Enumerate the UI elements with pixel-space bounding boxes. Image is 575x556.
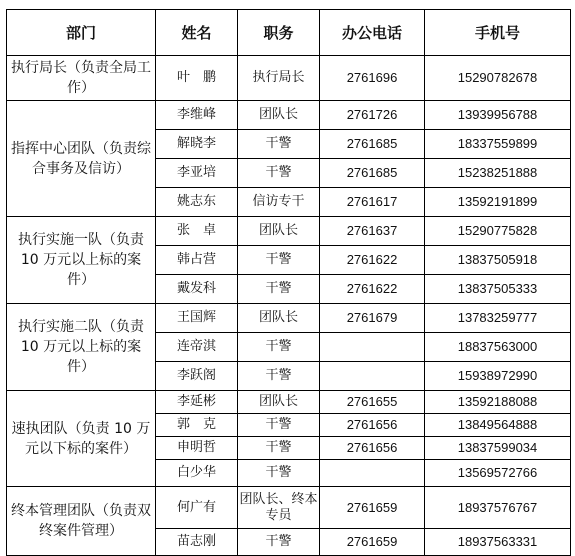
position-cell: 干警: [238, 414, 320, 437]
office-phone-cell: 2761656: [320, 414, 425, 437]
office-phone-cell: 2761659: [320, 529, 425, 556]
name-cell: 李亚培: [156, 159, 238, 188]
office-phone-cell: 2761637: [320, 217, 425, 246]
header-row: [7, 10, 571, 56]
position-cell: 干警: [238, 529, 320, 556]
mobile-cell: 15238251888: [425, 159, 571, 188]
office-phone-cell: 2761656: [320, 437, 425, 460]
department-cell: 执行实施一队（负责 10 万元以上标的案件）: [7, 217, 156, 304]
name-cell: 李维峰: [156, 101, 238, 130]
office-phone-cell: 2761617: [320, 188, 425, 217]
department-cell: 终本管理团队（负责双终案件管理）: [7, 487, 156, 556]
name-cell: 李跃阁: [156, 362, 238, 391]
table-row: [7, 56, 571, 101]
table-row: [7, 391, 571, 414]
mobile-cell: 13837599034: [425, 437, 571, 460]
mobile-cell: 15290775828: [425, 217, 571, 246]
position-cell: 干警: [238, 246, 320, 275]
office-phone-cell: 2761622: [320, 246, 425, 275]
header-mobile: 手机号: [425, 10, 571, 56]
mobile-cell: 13783259777: [425, 304, 571, 333]
mobile-cell: 13849564888: [425, 414, 571, 437]
header-office-phone: 办公电话: [320, 10, 425, 56]
position-cell: 干警: [238, 437, 320, 460]
position-cell: 团队长、终本专员: [238, 487, 320, 529]
position-cell: 干警: [238, 130, 320, 159]
department-cell: 指挥中心团队（负责综合事务及信访）: [7, 101, 156, 217]
table-row: [7, 101, 571, 130]
name-cell: 王国辉: [156, 304, 238, 333]
mobile-cell: 18837563000: [425, 333, 571, 362]
header-position: 职务: [238, 10, 320, 56]
office-phone-cell: [320, 333, 425, 362]
name-cell: 叶 鹏: [156, 56, 238, 101]
name-cell: 李延彬: [156, 391, 238, 414]
position-cell: 团队长: [238, 304, 320, 333]
office-phone-cell: [320, 362, 425, 391]
position-cell: 团队长: [238, 101, 320, 130]
mobile-cell: 13592188088: [425, 391, 571, 414]
position-cell: 干警: [238, 362, 320, 391]
position-cell: 团队长: [238, 391, 320, 414]
name-cell: 申明哲: [156, 437, 238, 460]
position-cell: 执行局长: [238, 56, 320, 101]
office-phone-cell: 2761685: [320, 130, 425, 159]
office-phone-cell: 2761622: [320, 275, 425, 304]
position-cell: 团队长: [238, 217, 320, 246]
position-cell: 干警: [238, 159, 320, 188]
office-phone-cell: 2761726: [320, 101, 425, 130]
mobile-cell: 15938972990: [425, 362, 571, 391]
office-phone-cell: 2761696: [320, 56, 425, 101]
name-cell: 戴发科: [156, 275, 238, 304]
department-cell: 速执团队（负责 10 万元以下标的案件）: [7, 391, 156, 487]
staff-directory-table: [6, 9, 571, 556]
office-phone-cell: 2761655: [320, 391, 425, 414]
department-cell: 执行局长（负责全局工作）: [7, 56, 156, 101]
department-cell: 执行实施二队（负责 10 万元以上标的案件）: [7, 304, 156, 391]
table-row: [7, 217, 571, 246]
mobile-cell: 13569572766: [425, 460, 571, 487]
mobile-cell: 13837505333: [425, 275, 571, 304]
name-cell: 何广有: [156, 487, 238, 529]
position-cell: 干警: [238, 275, 320, 304]
name-cell: 解晓李: [156, 130, 238, 159]
mobile-cell: 18337559899: [425, 130, 571, 159]
name-cell: 郭 克: [156, 414, 238, 437]
name-cell: 张 卓: [156, 217, 238, 246]
name-cell: 姚志东: [156, 188, 238, 217]
name-cell: 苗志刚: [156, 529, 238, 556]
position-cell: 干警: [238, 333, 320, 362]
office-phone-cell: [320, 460, 425, 487]
mobile-cell: 13592191899: [425, 188, 571, 217]
office-phone-cell: 2761679: [320, 304, 425, 333]
mobile-cell: 13837505918: [425, 246, 571, 275]
name-cell: 连帝淇: [156, 333, 238, 362]
position-cell: 信访专干: [238, 188, 320, 217]
name-cell: 韩占营: [156, 246, 238, 275]
mobile-cell: 18937563331: [425, 529, 571, 556]
table-row: [7, 487, 571, 529]
position-cell: 干警: [238, 460, 320, 487]
mobile-cell: 13939956788: [425, 101, 571, 130]
header-department: 部门: [7, 10, 156, 56]
mobile-cell: 15290782678: [425, 56, 571, 101]
office-phone-cell: 2761685: [320, 159, 425, 188]
table-row: [7, 304, 571, 333]
office-phone-cell: 2761659: [320, 487, 425, 529]
name-cell: 白少华: [156, 460, 238, 487]
mobile-cell: 18937576767: [425, 487, 571, 529]
header-name: 姓名: [156, 10, 238, 56]
